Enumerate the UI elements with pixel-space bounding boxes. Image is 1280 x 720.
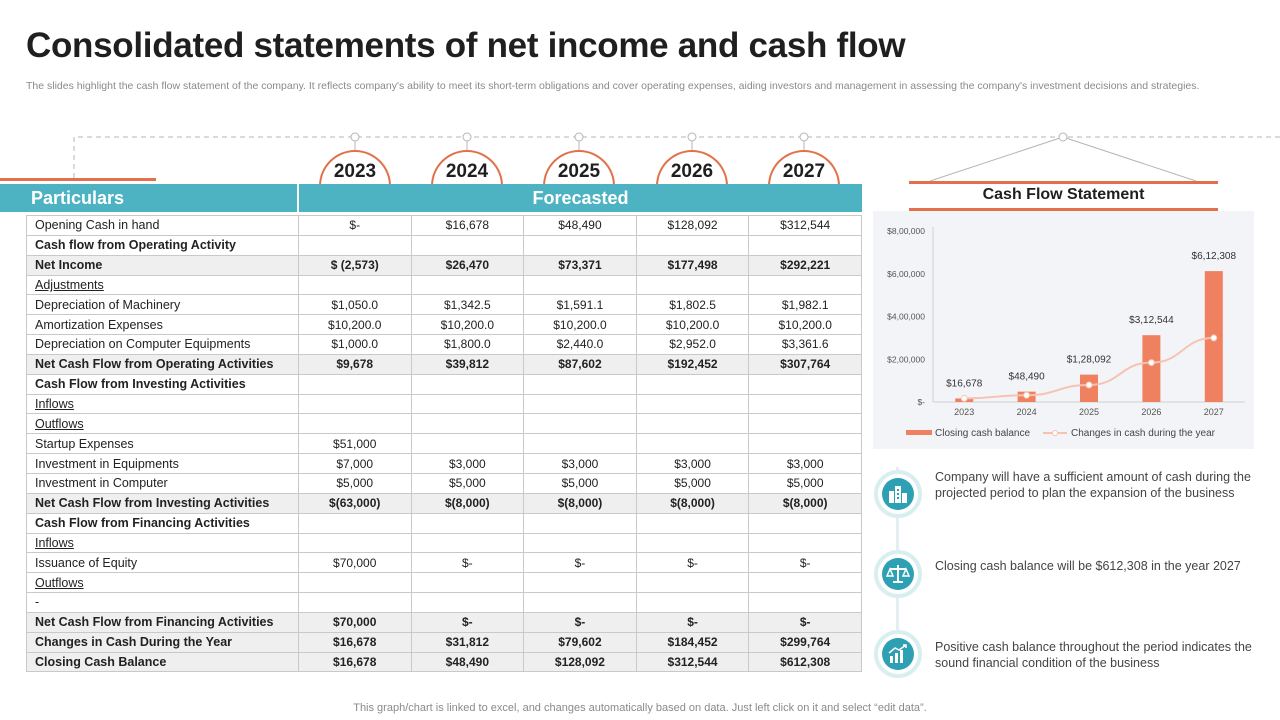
cell-2023 bbox=[298, 235, 411, 255]
y-tick-label: $8,00,000 bbox=[887, 226, 925, 236]
table-row bbox=[27, 493, 862, 513]
insight-text-1: Company will have a sufficient amount of cash during the projected period to plan the expansion of the business bbox=[935, 470, 1251, 500]
table-row bbox=[27, 414, 862, 434]
row-label: Investment in Equipments bbox=[27, 454, 299, 474]
cell-2026: $3,000 bbox=[636, 454, 749, 474]
table-row bbox=[27, 632, 862, 652]
table-row bbox=[27, 573, 862, 593]
cash-flow-chart bbox=[873, 211, 1254, 449]
table-row bbox=[27, 315, 862, 335]
cell-2027 bbox=[749, 235, 862, 255]
cell-2026: $- bbox=[636, 553, 749, 573]
year-tab-2027: 2027 bbox=[768, 150, 840, 186]
cell-2025: $48,490 bbox=[524, 216, 637, 236]
cell-2026: $2,952.0 bbox=[636, 335, 749, 355]
table-row bbox=[27, 612, 862, 632]
cell-2025: $3,000 bbox=[524, 454, 637, 474]
row-label: Cash Flow from Investing Activities bbox=[27, 374, 299, 394]
line-point-2023 bbox=[961, 395, 967, 401]
cell-2027 bbox=[749, 275, 862, 295]
cell-2026 bbox=[636, 394, 749, 414]
cell-2027: $612,308 bbox=[749, 652, 862, 672]
cell-2027: $10,200.0 bbox=[749, 315, 862, 335]
row-label: Issuance of Equity bbox=[27, 553, 299, 573]
cell-2025 bbox=[524, 394, 637, 414]
cell-2025: $128,092 bbox=[524, 652, 637, 672]
cell-2026 bbox=[636, 533, 749, 553]
cell-2023 bbox=[298, 374, 411, 394]
cell-2027: $292,221 bbox=[749, 255, 862, 275]
cell-2023: $70,000 bbox=[298, 612, 411, 632]
cell-2024: $39,812 bbox=[411, 354, 524, 374]
row-label: Net Cash Flow from Financing Activities bbox=[27, 612, 299, 632]
cell-2025: $10,200.0 bbox=[524, 315, 637, 335]
table-row bbox=[27, 652, 862, 672]
legend-marker-line bbox=[1053, 431, 1058, 436]
cash-flow-table bbox=[26, 215, 862, 672]
cell-2024 bbox=[411, 394, 524, 414]
legend-label-line: Changes in cash during the year bbox=[1071, 428, 1215, 439]
growth-chart-icon bbox=[874, 630, 922, 678]
cell-2024: $3,000 bbox=[411, 454, 524, 474]
balance-scale-icon bbox=[874, 550, 922, 598]
cell-2026: $192,452 bbox=[636, 354, 749, 374]
cell-2023 bbox=[298, 573, 411, 593]
line-point-2024 bbox=[1024, 392, 1030, 398]
cell-2025 bbox=[524, 593, 637, 613]
cell-2023: $1,000.0 bbox=[298, 335, 411, 355]
row-label: Depreciation of Machinery bbox=[27, 295, 299, 315]
table-row bbox=[27, 295, 862, 315]
cell-2023: $1,050.0 bbox=[298, 295, 411, 315]
row-label: Amortization Expenses bbox=[27, 315, 299, 335]
x-tick-label: 2024 bbox=[1016, 407, 1037, 417]
cell-2027: $1,982.1 bbox=[749, 295, 862, 315]
cell-2023: $16,678 bbox=[298, 652, 411, 672]
cell-2025: $87,602 bbox=[524, 354, 637, 374]
cell-2026 bbox=[636, 374, 749, 394]
cell-2027: $3,361.6 bbox=[749, 335, 862, 355]
cell-2026: $312,544 bbox=[636, 652, 749, 672]
x-tick-label: 2025 bbox=[1078, 407, 1100, 417]
y-tick-label: $4,00,000 bbox=[887, 311, 925, 322]
cell-2025: $- bbox=[524, 553, 637, 573]
chart-title-top-line bbox=[909, 181, 1218, 184]
cell-2024 bbox=[411, 374, 524, 394]
cell-2026 bbox=[636, 235, 749, 255]
row-label: Adjustments bbox=[27, 275, 299, 295]
cell-2026 bbox=[636, 275, 749, 295]
cell-2026: $- bbox=[636, 612, 749, 632]
cell-2026: $(8,000) bbox=[636, 493, 749, 513]
cell-2027 bbox=[749, 374, 862, 394]
cell-2027: $3,000 bbox=[749, 454, 862, 474]
page-subtitle: The slides highlight the cash flow statement of the company. It reflects company's ability to meet its short-term obligations and cover operating expenses, aiding investors and management in assessing the company's investment decisions and strategies. bbox=[26, 80, 1200, 92]
y-tick-label: $2,00,000 bbox=[887, 354, 925, 365]
cell-2025 bbox=[524, 275, 637, 295]
table-row bbox=[27, 513, 862, 533]
table-row bbox=[27, 473, 862, 493]
year-tab-2026: 2026 bbox=[656, 150, 728, 186]
cell-2027 bbox=[749, 434, 862, 454]
cell-2025 bbox=[524, 374, 637, 394]
cell-2024 bbox=[411, 593, 524, 613]
cell-2027: $- bbox=[749, 553, 862, 573]
row-label: Closing Cash Balance bbox=[27, 652, 299, 672]
cell-2025 bbox=[524, 235, 637, 255]
cell-2024 bbox=[411, 533, 524, 553]
cell-2023: $(63,000) bbox=[298, 493, 411, 513]
cell-2024 bbox=[411, 235, 524, 255]
cell-2023: $70,000 bbox=[298, 553, 411, 573]
cell-2023: $51,000 bbox=[298, 434, 411, 454]
legend-label-bar: Closing cash balance bbox=[935, 428, 1031, 439]
cell-2024: $48,490 bbox=[411, 652, 524, 672]
cell-2027: $- bbox=[749, 612, 862, 632]
cell-2026: $5,000 bbox=[636, 473, 749, 493]
cell-2025: $79,602 bbox=[524, 632, 637, 652]
legend-swatch-bar bbox=[906, 430, 932, 435]
cell-2026 bbox=[636, 434, 749, 454]
cell-2025 bbox=[524, 414, 637, 434]
cell-2027 bbox=[749, 573, 862, 593]
row-label: Net Cash Flow from Investing Activities bbox=[27, 493, 299, 513]
data-label: $3,12,544 bbox=[1129, 315, 1174, 327]
chart-title: Cash Flow Statement bbox=[982, 186, 1145, 203]
cell-2024: $10,200.0 bbox=[411, 315, 524, 335]
row-label: Changes in Cash During the Year bbox=[27, 632, 299, 652]
cell-2024: $31,812 bbox=[411, 632, 524, 652]
data-label: $6,12,308 bbox=[1191, 251, 1237, 263]
page-title: Consolidated statements of net income and cash flow bbox=[26, 26, 906, 65]
table-row bbox=[27, 394, 862, 414]
row-label: Inflows bbox=[27, 394, 299, 414]
table-row bbox=[27, 454, 862, 474]
year-tab-2023: 2023 bbox=[319, 150, 391, 186]
cell-2025 bbox=[524, 513, 637, 533]
table-row bbox=[27, 533, 862, 553]
cell-2025 bbox=[524, 573, 637, 593]
row-label: Net Income bbox=[27, 255, 299, 275]
cell-2023: $5,000 bbox=[298, 473, 411, 493]
cell-2024: $- bbox=[411, 553, 524, 573]
cell-2027: $299,764 bbox=[749, 632, 862, 652]
row-label: - bbox=[27, 593, 299, 613]
year-tab-2025: 2025 bbox=[543, 150, 615, 186]
table-row bbox=[27, 374, 862, 394]
table-row bbox=[27, 354, 862, 374]
cell-2024 bbox=[411, 275, 524, 295]
cell-2025: $5,000 bbox=[524, 473, 637, 493]
row-label: Outflows bbox=[27, 573, 299, 593]
cell-2027 bbox=[749, 414, 862, 434]
row-label: Investment in Computer bbox=[27, 473, 299, 493]
cell-2023: $7,000 bbox=[298, 454, 411, 474]
cell-2023 bbox=[298, 394, 411, 414]
cell-2025: $- bbox=[524, 612, 637, 632]
timeline-connectors bbox=[0, 125, 1280, 185]
cell-2026 bbox=[636, 573, 749, 593]
y-tick-label: $6,00,000 bbox=[887, 268, 925, 279]
row-label: Depreciation on Computer Equipments bbox=[27, 335, 299, 355]
x-tick-label: 2027 bbox=[1203, 407, 1224, 417]
cell-2025: $(8,000) bbox=[524, 493, 637, 513]
row-label: Startup Expenses bbox=[27, 434, 299, 454]
cell-2024: $(8,000) bbox=[411, 493, 524, 513]
cell-2023 bbox=[298, 275, 411, 295]
table-row bbox=[27, 434, 862, 454]
cell-2023: $- bbox=[298, 216, 411, 236]
table-row bbox=[27, 275, 862, 295]
cell-2024 bbox=[411, 434, 524, 454]
cell-2024: $16,678 bbox=[411, 216, 524, 236]
year-tab-2024: 2024 bbox=[431, 150, 503, 186]
cell-2027: $307,764 bbox=[749, 354, 862, 374]
cell-2026: $1,802.5 bbox=[636, 295, 749, 315]
cell-2023: $9,678 bbox=[298, 354, 411, 374]
cell-2023 bbox=[298, 593, 411, 613]
cell-2027 bbox=[749, 394, 862, 414]
cell-2023: $16,678 bbox=[298, 632, 411, 652]
cell-2023 bbox=[298, 513, 411, 533]
city-icon bbox=[874, 470, 922, 518]
cell-2027 bbox=[749, 593, 862, 613]
cell-2026 bbox=[636, 513, 749, 533]
insight-text-2: Closing cash balance will be $612,308 in the year 2027 bbox=[935, 559, 1241, 573]
row-label: Opening Cash in hand bbox=[27, 216, 299, 236]
row-label: Outflows bbox=[27, 414, 299, 434]
table-row bbox=[27, 335, 862, 355]
cell-2024 bbox=[411, 573, 524, 593]
cell-2026 bbox=[636, 414, 749, 434]
particulars-header: Particulars bbox=[0, 184, 297, 212]
insight-text-3: Positive cash balance throughout the period indicates the sound financial condition of the business bbox=[935, 640, 1252, 670]
cell-2027 bbox=[749, 513, 862, 533]
cell-2026: $10,200.0 bbox=[636, 315, 749, 335]
data-label: $16,678 bbox=[946, 378, 983, 390]
cell-2024: $26,470 bbox=[411, 255, 524, 275]
cell-2023 bbox=[298, 414, 411, 434]
table-row bbox=[27, 216, 862, 236]
cell-2025 bbox=[524, 434, 637, 454]
cell-2024: $1,342.5 bbox=[411, 295, 524, 315]
cell-2024: $5,000 bbox=[411, 473, 524, 493]
row-label: Cash Flow from Financing Activities bbox=[27, 513, 299, 533]
cell-2027 bbox=[749, 533, 862, 553]
cell-2027: $5,000 bbox=[749, 473, 862, 493]
cell-2023 bbox=[298, 533, 411, 553]
cell-2023: $10,200.0 bbox=[298, 315, 411, 335]
cell-2024: $1,800.0 bbox=[411, 335, 524, 355]
cell-2024: $- bbox=[411, 612, 524, 632]
cell-2024 bbox=[411, 414, 524, 434]
chart-canvas bbox=[873, 211, 1254, 449]
table-row bbox=[27, 553, 862, 573]
x-tick-label: 2026 bbox=[1141, 407, 1162, 417]
cell-2026: $177,498 bbox=[636, 255, 749, 275]
table-row bbox=[27, 235, 862, 255]
cell-2026: $128,092 bbox=[636, 216, 749, 236]
accent-line bbox=[0, 178, 156, 181]
forecasted-header: Forecasted bbox=[299, 184, 862, 212]
cell-2025: $2,440.0 bbox=[524, 335, 637, 355]
cell-2025: $1,591.1 bbox=[524, 295, 637, 315]
table-row bbox=[27, 255, 862, 275]
bar-2026 bbox=[1142, 335, 1160, 402]
row-label: Inflows bbox=[27, 533, 299, 553]
line-point-2026 bbox=[1148, 360, 1154, 366]
data-label: $1,28,092 bbox=[1066, 354, 1112, 366]
x-tick-label: 2023 bbox=[954, 407, 975, 417]
cell-2026: $184,452 bbox=[636, 632, 749, 652]
cell-2023: $ (2,573) bbox=[298, 255, 411, 275]
row-label: Net Cash Flow from Operating Activities bbox=[27, 354, 299, 374]
cell-2027: $(8,000) bbox=[749, 493, 862, 513]
line-point-2027 bbox=[1211, 335, 1217, 341]
row-label: Cash flow from Operating Activity bbox=[27, 235, 299, 255]
cell-2024 bbox=[411, 513, 524, 533]
cell-2025: $73,371 bbox=[524, 255, 637, 275]
cell-2026 bbox=[636, 593, 749, 613]
cell-2025 bbox=[524, 533, 637, 553]
y-tick-label: $- bbox=[917, 397, 925, 407]
footer-note: This graph/chart is linked to excel, and changes automatically based on data. Just left click on it and select “edit data”. bbox=[353, 702, 927, 714]
cell-2027: $312,544 bbox=[749, 216, 862, 236]
table-row bbox=[27, 593, 862, 613]
line-point-2025 bbox=[1086, 382, 1092, 388]
data-label: $48,490 bbox=[1008, 371, 1045, 383]
